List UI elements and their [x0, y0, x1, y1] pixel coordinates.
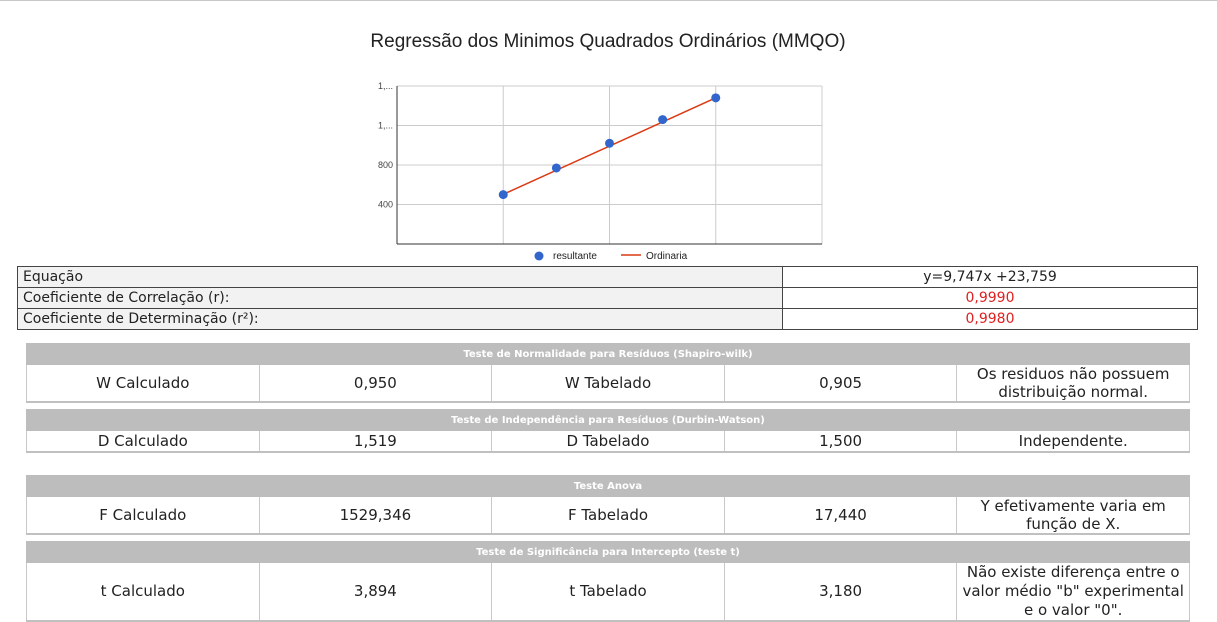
- test-header: Teste Anova: [27, 476, 1190, 497]
- tabulated-label: W Tabelado: [492, 365, 725, 403]
- plot-area: [378, 81, 822, 244]
- calculated-value: 0,950: [259, 365, 492, 403]
- regression-chart: [0, 0, 1217, 265]
- tabulated-value: 3,180: [724, 563, 957, 622]
- legend-marker-resultante: [535, 252, 544, 261]
- summary-value: 0,9980: [783, 309, 1198, 330]
- tabulated-value: 1,500: [724, 431, 957, 453]
- test-header: Teste de Significância para Intercepto (teste t): [27, 542, 1190, 563]
- summary-row-correlation: [18, 288, 1198, 309]
- calculated-label: t Calculado: [27, 563, 260, 622]
- summary-row-determination: [18, 309, 1198, 330]
- t-test-table: [26, 541, 1190, 622]
- regression-summary-table: [17, 266, 1198, 330]
- chart-title: Regressão dos Minimos Quadrados Ordinários (MMQO): [370, 31, 846, 52]
- test-row: [27, 365, 1190, 403]
- test-row: [27, 563, 1190, 622]
- summary-row-equation: [18, 267, 1198, 288]
- y-tick-label: 1,...: [377, 81, 393, 91]
- summary-label: Equação: [18, 267, 783, 288]
- y-tick-label: 1,...: [377, 120, 393, 131]
- summary-value: y=9,747x +23,759: [783, 267, 1198, 288]
- test-header: Teste de Normalidade para Resíduos (Shapiro-wilk): [27, 344, 1190, 365]
- tabulated-value: 17,440: [724, 497, 957, 535]
- tabulated-label: t Tabelado: [492, 563, 725, 622]
- summary-label: Coeficiente de Determinação (r²):: [18, 309, 783, 330]
- calculated-value: 3,894: [259, 563, 492, 622]
- test-conclusion: Independente.: [957, 431, 1190, 453]
- calculated-value: 1,519: [259, 431, 492, 453]
- test-conclusion: Y efetivamente varia em função de X.: [957, 497, 1190, 535]
- data-point: [711, 93, 720, 102]
- y-tick-label: 400: [377, 199, 393, 210]
- test-row: [27, 497, 1190, 535]
- tabulated-value: 0,905: [724, 365, 957, 403]
- test-header: Teste de Independência para Resíduos (Durbin-Watson): [27, 410, 1190, 431]
- test-row: [27, 431, 1190, 453]
- data-point: [605, 139, 614, 148]
- tabulated-label: F Tabelado: [492, 497, 725, 535]
- calculated-value: 1529,346: [259, 497, 492, 535]
- data-point: [499, 190, 508, 199]
- calculated-label: W Calculado: [27, 365, 260, 403]
- chart-legend: [535, 251, 688, 262]
- test-conclusion: Os residuos não possuem distribuição normal.: [957, 365, 1190, 403]
- shapiro-wilk-test-table: [26, 343, 1190, 403]
- legend-label-ordinaria: Ordinaria: [646, 251, 688, 262]
- calculated-label: F Calculado: [27, 497, 260, 535]
- data-point: [658, 115, 667, 124]
- test-conclusion: Não existe diferença entre o valor médio "b" experimental e o valor "0".: [957, 563, 1190, 622]
- summary-value: 0,9990: [783, 288, 1198, 309]
- summary-label: Coeficiente de Correlação (r):: [18, 288, 783, 309]
- legend-label-resultante: resultante: [553, 251, 597, 262]
- tabulated-label: D Tabelado: [492, 431, 725, 453]
- durbin-watson-test-table: [26, 409, 1190, 453]
- data-point: [552, 163, 561, 172]
- calculated-label: D Calculado: [27, 431, 260, 453]
- anova-test-table: [26, 475, 1190, 535]
- y-tick-label: 800: [377, 160, 393, 170]
